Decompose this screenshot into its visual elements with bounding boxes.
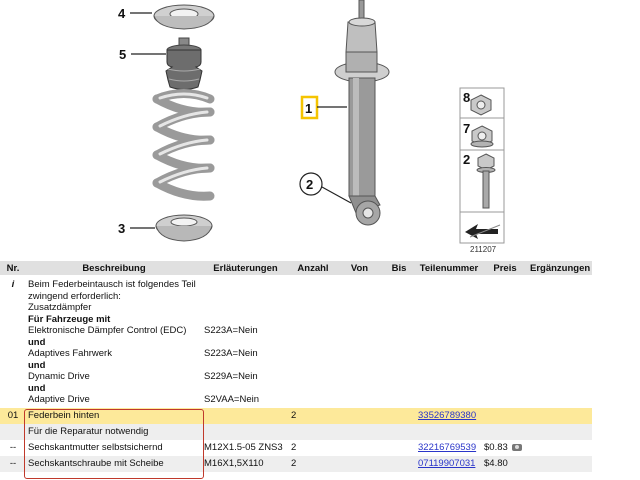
info-description bbox=[26, 275, 202, 408]
table-row bbox=[0, 424, 592, 440]
table-row[interactable] bbox=[0, 440, 592, 456]
info-line: und bbox=[28, 359, 46, 371]
row-extra bbox=[528, 424, 592, 440]
legend-callout-8[interactable]: 8 bbox=[463, 90, 471, 105]
row-description: Für die Reparatur notwendig bbox=[26, 424, 202, 440]
row-bis bbox=[382, 408, 416, 424]
part-3-spring-seat[interactable] bbox=[156, 215, 212, 241]
nut-8-icon[interactable] bbox=[471, 95, 491, 115]
col-anzahl[interactable]: Anzahl bbox=[289, 261, 337, 275]
row-von bbox=[337, 408, 382, 424]
info-expl: S2VAA=Nein bbox=[204, 394, 260, 405]
row-price: $4.80 bbox=[482, 456, 528, 472]
callout-3[interactable]: 3 bbox=[118, 221, 126, 236]
row-description: Sechskantmutter selbstsichernd bbox=[26, 440, 202, 456]
row-explanation bbox=[202, 408, 289, 424]
part-1-shock-absorber[interactable] bbox=[335, 0, 389, 225]
callout-4[interactable]: 4 bbox=[118, 6, 126, 21]
info-icon: i bbox=[0, 275, 26, 408]
row-quantity bbox=[289, 424, 337, 440]
row-price bbox=[482, 424, 528, 440]
col-von[interactable]: Von bbox=[337, 261, 382, 275]
info-line: und bbox=[28, 382, 46, 394]
part-5-bump-stop[interactable] bbox=[166, 38, 202, 90]
row-part-number bbox=[416, 424, 482, 440]
row-price: $0.83 bbox=[484, 441, 508, 453]
image-number: 211207 bbox=[470, 245, 497, 254]
info-expl: S223A=Nein bbox=[204, 325, 258, 336]
row-nr: 01 bbox=[0, 408, 26, 424]
parts-table bbox=[0, 261, 592, 472]
row-nr: -- bbox=[0, 440, 26, 456]
info-line: Adaptive Drive bbox=[28, 394, 90, 405]
callout-1[interactable]: 1 bbox=[305, 101, 313, 116]
row-extra bbox=[528, 408, 592, 424]
info-line: Adaptives Fahrwerk bbox=[28, 348, 112, 359]
info-explanations bbox=[202, 275, 289, 408]
part-4-top-plate[interactable] bbox=[154, 5, 214, 29]
row-description: Federbein hinten bbox=[26, 408, 202, 424]
row-bis bbox=[382, 456, 416, 472]
info-row bbox=[0, 275, 592, 408]
row-quantity: 2 bbox=[289, 440, 337, 456]
info-line: Elektronische Dämpfer Control (EDC) bbox=[28, 325, 187, 336]
info-line: Für Fahrzeuge mit bbox=[28, 313, 111, 325]
legend-callout-7[interactable]: 7 bbox=[463, 121, 471, 136]
row-quantity: 2 bbox=[289, 456, 337, 472]
row-explanation: M16X1,5X110 bbox=[202, 456, 289, 472]
info-line: Beim Federbeintausch ist folgendes Teil bbox=[28, 279, 196, 290]
col-teilenummer[interactable]: Teilenummer bbox=[416, 261, 482, 275]
callout-5[interactable]: 5 bbox=[119, 47, 127, 62]
info-expl: S223A=Nein bbox=[204, 348, 258, 359]
row-description: Sechskantschraube mit Scheibe bbox=[26, 456, 202, 472]
row-explanation: M12X1.5-05 ZNS3 bbox=[202, 440, 289, 456]
legend-callout-2[interactable]: 2 bbox=[463, 152, 471, 167]
part-number-link[interactable]: 33526789380 bbox=[418, 409, 477, 421]
fastener-legend bbox=[460, 88, 504, 243]
info-line: Dynamic Drive bbox=[28, 371, 90, 382]
row-nr: -- bbox=[0, 456, 26, 472]
info-line: zwingend erforderlich: bbox=[28, 290, 121, 302]
table-header-row bbox=[0, 261, 592, 275]
row-nr bbox=[0, 424, 26, 440]
col-beschreibung[interactable]: Beschreibung bbox=[26, 261, 202, 275]
row-explanation bbox=[202, 424, 289, 440]
col-erlaeuterungen[interactable]: Erläuterungen bbox=[202, 261, 289, 275]
info-line: und bbox=[28, 336, 46, 348]
info-expl: S229A=Nein bbox=[204, 371, 258, 382]
camera-icon[interactable] bbox=[512, 444, 522, 451]
table-row[interactable] bbox=[0, 456, 592, 472]
col-nr[interactable]: Nr. bbox=[0, 261, 26, 275]
table-row[interactable] bbox=[0, 408, 592, 424]
row-von bbox=[337, 440, 382, 456]
row-von bbox=[337, 456, 382, 472]
row-quantity: 2 bbox=[289, 408, 337, 424]
row-price bbox=[482, 408, 528, 424]
col-preis[interactable]: Preis bbox=[482, 261, 528, 275]
row-von bbox=[337, 424, 382, 440]
row-extra bbox=[528, 456, 592, 472]
col-ergaenzungen[interactable]: Ergänzungen bbox=[530, 262, 591, 274]
part-number-link[interactable]: 07119907031 bbox=[418, 457, 476, 469]
row-extra bbox=[528, 440, 592, 456]
row-bis bbox=[382, 424, 416, 440]
info-line: Zusatzdämpfer bbox=[28, 302, 92, 313]
part-number-link[interactable]: 32216769539 bbox=[418, 441, 477, 453]
callout-2[interactable]: 2 bbox=[306, 177, 314, 192]
col-bis[interactable]: Bis bbox=[382, 261, 416, 275]
row-bis bbox=[382, 440, 416, 456]
